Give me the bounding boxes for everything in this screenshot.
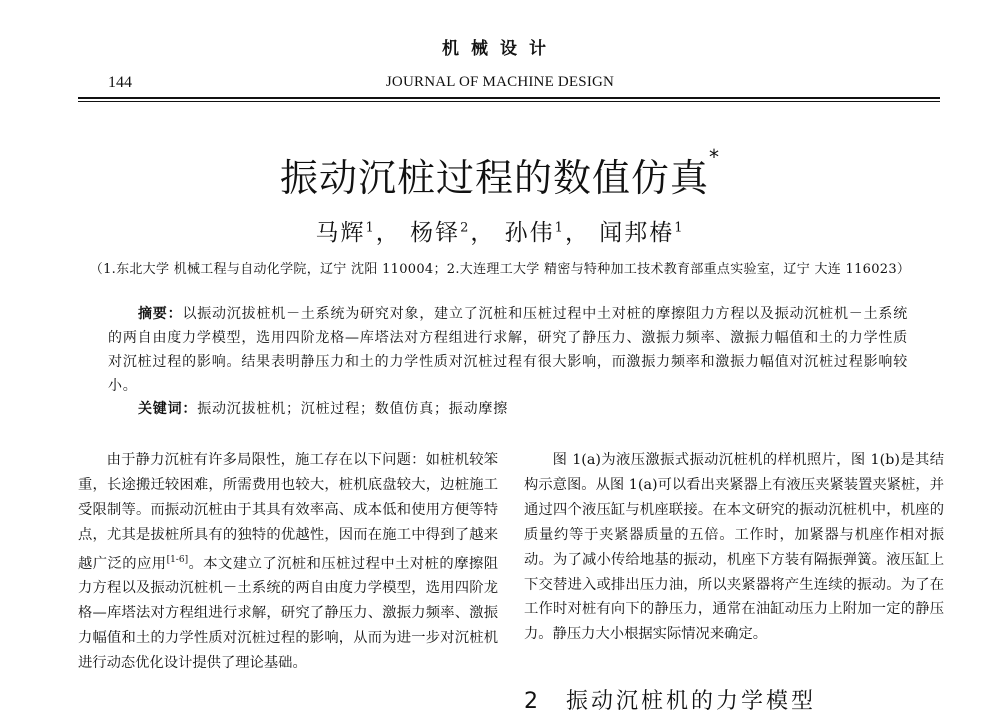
author-name: 闻邦椿 xyxy=(599,220,675,246)
abstract-label: 摘要： xyxy=(138,306,183,322)
figure-description-paragraph: 图 1(a)为液压激振式振动沉桩机的样机照片，图 1(b)是其结构示意图。从图 1(a)可以看出夹紧器上有液压夹紧装置夹紧桩，并通过四个液压缸与机座联接。在本文研究的振动沉桩机中，机座的质量约等于夹紧器质量的五倍。工作时，加紧器与机座作相对振动。为了减小传给地基的振动，机座下方装有隔振弹簧。液压缸上下交替进入或排出压力油，所以夹紧器将产生连续的振动。为了在工作时对桩有向下的静压力，通常在油缸动压力上附加一定的静压力。静压力大小根据实际情况来确定。 xyxy=(524,452,944,643)
page-number: 144 xyxy=(108,74,132,91)
intro-paragraph xyxy=(78,448,498,676)
intro-text-part2: 。本文建立了沉桩和压桩过程中土对桩的摩擦阻力方程以及振动沉桩机－土系统的两自由度力学模型，选用四阶龙格—库塔法对方程组进行求解，研究了静压力、激振力频率、激振力幅值和土的力学性质对沉桩过程的影响，从而为进一步对沉桩机进行动态优化设计提供了理论基础。 xyxy=(78,555,499,672)
author-list: 马辉$^1$， 杨铎$^2$， 孙伟$^1$， 闻邦椿$^1$ xyxy=(315,220,685,246)
journal-name-english: JOURNAL OF MACHINE DESIGN xyxy=(385,74,615,90)
article-title xyxy=(0,147,1000,202)
body-column-left xyxy=(78,448,498,676)
author-name: 孙伟 xyxy=(504,220,555,246)
author-affiliations: （1.东北大学 机械工程与自动化学院，辽宁 沈阳 110004；2.大连理工大学 精密与特种加工技术教育部重点实验室，辽宁 大连 116023） xyxy=(89,262,911,277)
keywords xyxy=(138,398,908,418)
author-affiliation-mark: 1 xyxy=(554,220,565,236)
section-heading: 2 振动沉桩机的力学模型 xyxy=(524,689,816,714)
journal-name-chinese: 机械设计 xyxy=(442,39,558,59)
author-name: 杨铎 xyxy=(410,220,461,246)
keywords-text: 振动沉拔桩机；沉桩过程；数值仿真；振动摩擦 xyxy=(197,401,509,417)
author-affiliation-mark: 2 xyxy=(460,220,471,236)
abstract xyxy=(108,302,908,398)
header-rule xyxy=(78,97,940,102)
intro-text-part1: 由于静力沉桩有许多局限性，施工存在以下问题：如桩机较笨重，长途搬迁较困难，所需费用也较大，桩机底盘较大，边桩施工受限制等。而振动沉桩由于其具有效率高、成本低和使用方便等特点，尤其是拔桩所具有的独特的优越性，因而在施工中得到了越来越广泛的应用 xyxy=(78,452,498,572)
abstract-text: 以振动沉拔桩机－土系统为研究对象，建立了沉桩和压桩过程中土对桩的摩擦阻力方程以及振动沉桩机－土系统的两自由度力学模型，选用四阶龙格—库塔法对方程组进行求解，研究了静压力、激振力频率、激振力幅值和土的力学性质对沉桩过程的影响。结果表明静压力和土的力学性质对沉桩过程有很大影响，而激振力频率和激振力幅值对沉桩过程影响较小。 xyxy=(108,306,909,394)
title-footnote-mark: * xyxy=(709,145,720,169)
author-affiliation-mark: 1 xyxy=(674,220,685,236)
author-affiliation-mark: 1 xyxy=(365,220,376,236)
body-column-right xyxy=(524,448,944,647)
author-name: 马辉 xyxy=(315,220,366,246)
citation-reference: [1-6] xyxy=(166,554,189,565)
keywords-label: 关键词： xyxy=(138,401,198,417)
article-title-text: 振动沉桩过程的数值仿真 xyxy=(279,156,709,200)
